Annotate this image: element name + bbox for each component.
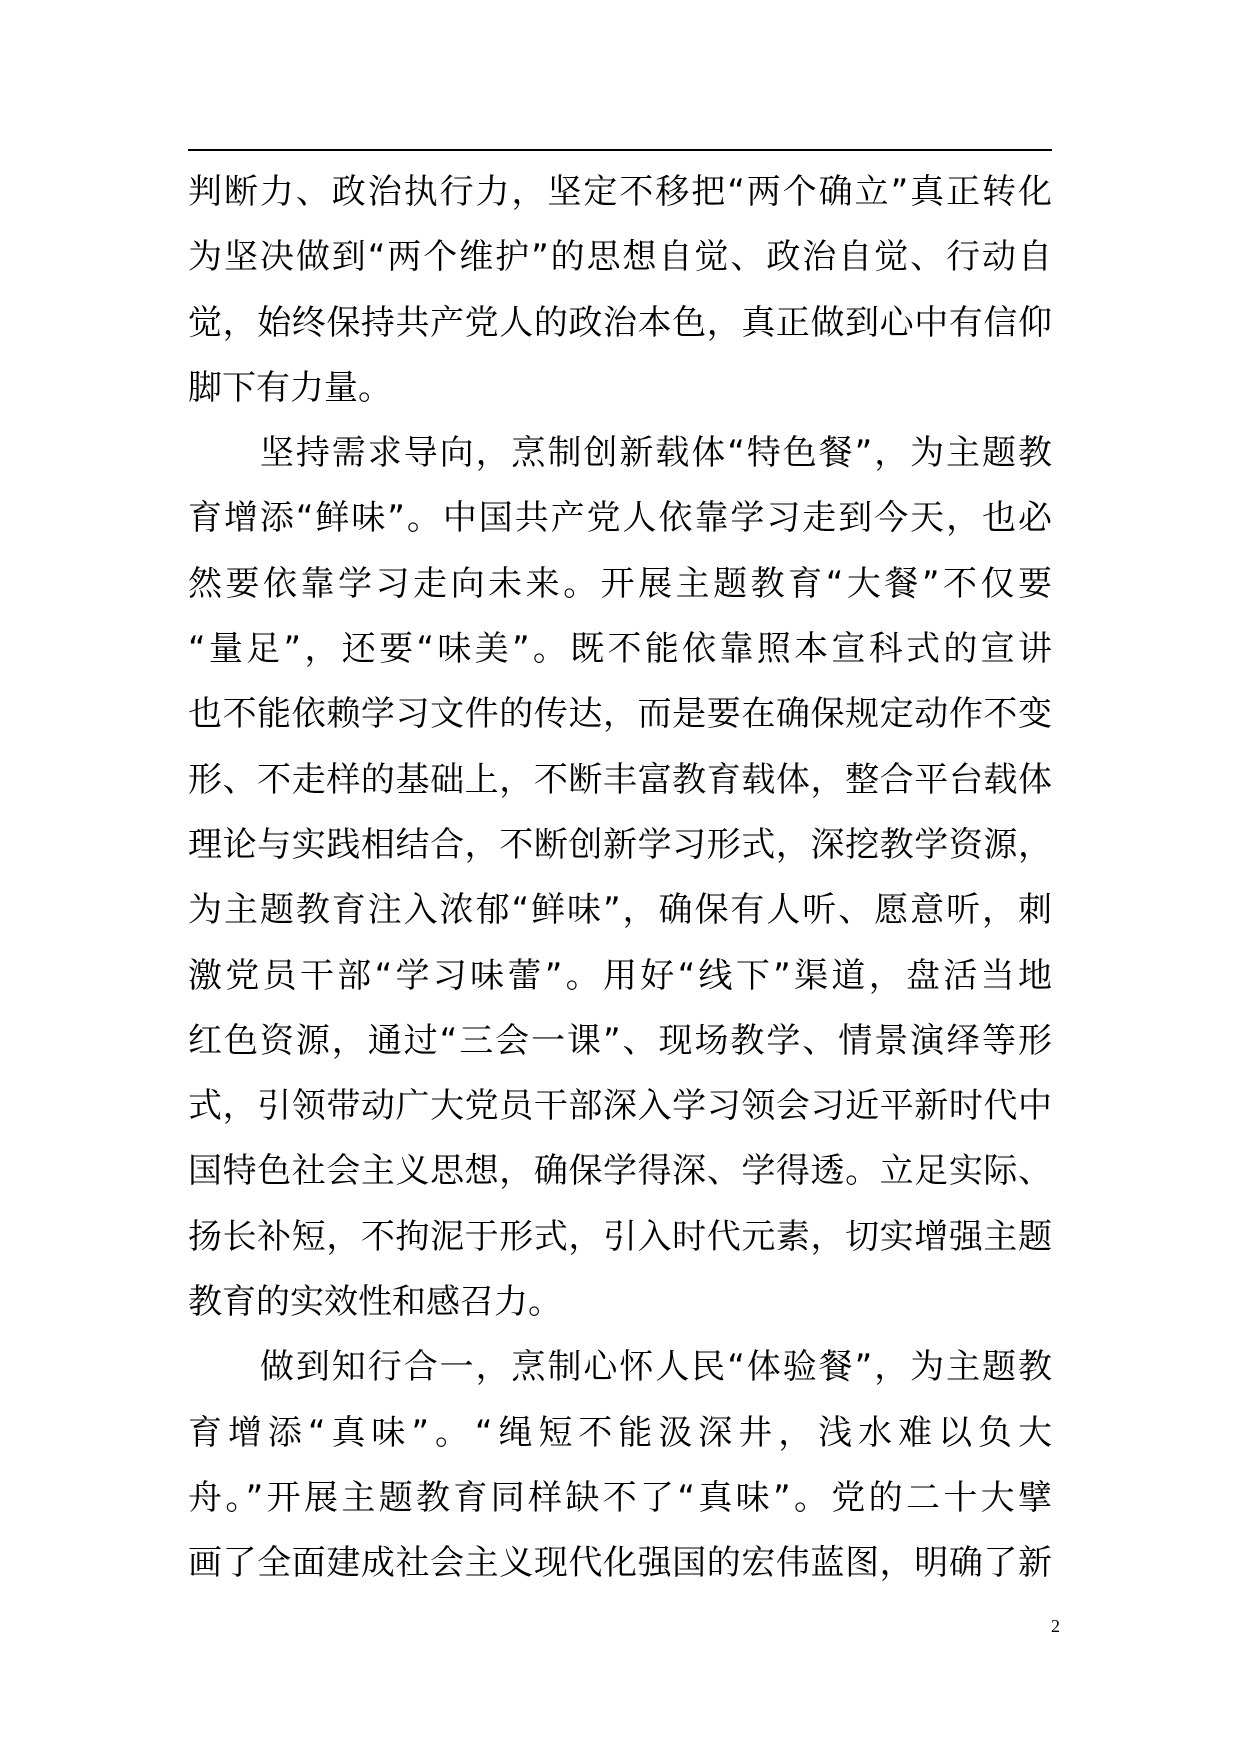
text-line: 理论与实践相结合，不断创新学习形式，深挖教学资源， xyxy=(188,824,1052,865)
text-line: 坚持需求导向，烹制创新载体“特色餐”，为主题教 xyxy=(188,433,1052,474)
text-line: 舟。”开展主题教育同样缺不了“真味”。党的二十大擘 xyxy=(188,1477,1052,1518)
text-line: 红色资源，通过“三会一课”、现场教学、情景演绎等形 xyxy=(188,1020,1052,1061)
text-line: 脚下有力量。 xyxy=(188,367,392,408)
body-text xyxy=(188,160,1052,1597)
header-rule xyxy=(188,149,1052,151)
text-line: 判断力、政治执行力，坚定不移把“两个确立”真正转化 xyxy=(188,172,1052,212)
text-line: 然要依靠学习走向未来。开展主题教育“大餐”不仅要 xyxy=(188,563,1052,604)
text-line: 育增添“真味”。“绳短不能汲深井，浅水难以负大 xyxy=(188,1412,1052,1453)
text-line: 激党员干部“学习味蕾”。用好“线下”渠道，盘活当地 xyxy=(188,955,1052,996)
page-number: 2 xyxy=(1051,1616,1060,1636)
text-line: 为主题教育注入浓郁“鲜味”，确保有人听、愿意听，刺 xyxy=(188,890,1052,931)
text-line: 为坚决做到“两个维护”的思想自觉、政治自觉、行动自 xyxy=(188,237,1052,278)
text-line: 扬长补短，不拘泥于形式，引入时代元素，切实增强主题 xyxy=(188,1216,1052,1257)
text-line: 国特色社会主义思想，确保学得深、学得透。立足实际、 xyxy=(188,1151,1052,1192)
text-line: 画了全面建成社会主义现代化强国的宏伟蓝图，明确了新 xyxy=(188,1543,1052,1584)
text-line: 育增添“鲜味”。中国共产党人依靠学习走到今天，也必 xyxy=(188,498,1052,539)
text-line: 觉，始终保持共产党人的政治本色，真正做到心中有信仰 xyxy=(188,302,1052,343)
text-line: 形、不走样的基础上，不断丰富教育载体，整合平台载体 xyxy=(188,759,1052,800)
text-line: 也不能依赖学习文件的传达，而是要在确保规定动作不变 xyxy=(188,694,1052,735)
text-line: “量足”，还要“味美”。既不能依靠照本宣科式的宣讲 xyxy=(188,629,1052,670)
text-line: 做到知行合一，烹制心怀人民“体验餐”，为主题教 xyxy=(188,1347,1052,1388)
text-line: 教育的实效性和感召力。 xyxy=(188,1282,562,1323)
text-line: 式，引领带动广大党员干部深入学习领会习近平新时代中 xyxy=(188,1086,1052,1127)
